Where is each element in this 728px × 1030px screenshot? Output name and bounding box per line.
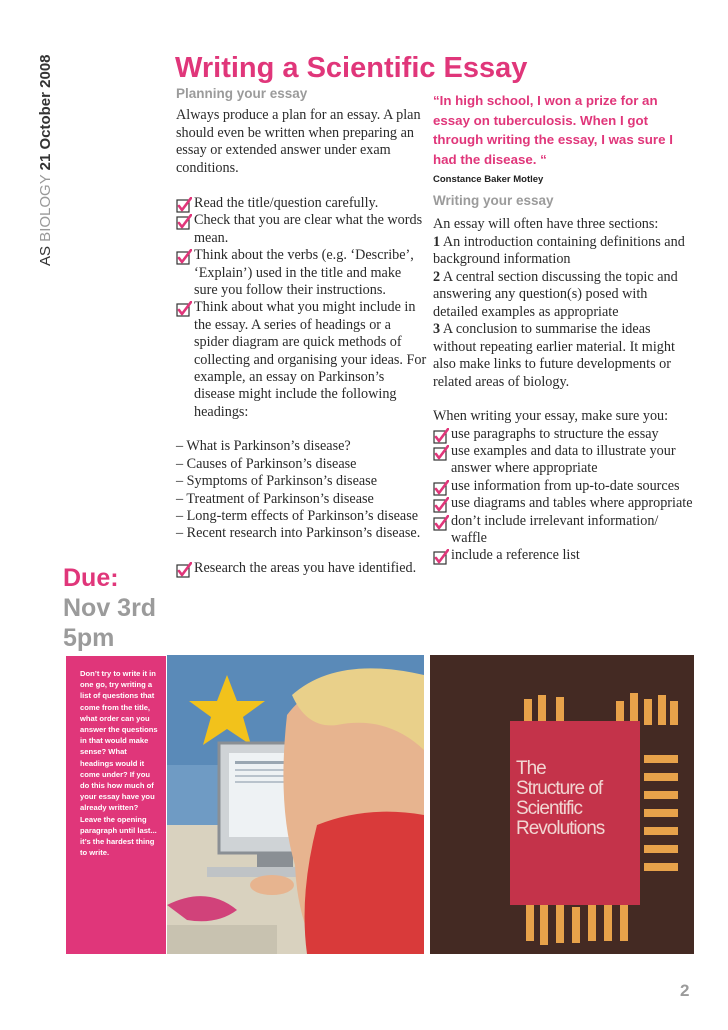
due-label: Due: — [63, 564, 119, 592]
example-heading: – Causes of Parkinson’s disease — [176, 455, 357, 472]
page-title: Writing a Scientific Essay — [175, 52, 528, 84]
section-number: 3 — [433, 321, 441, 337]
planning-steps — [176, 195, 428, 421]
writing-intro: An essay will often have three sections: — [433, 216, 659, 232]
photo-child-at-computer — [167, 655, 424, 954]
due-date: Nov 3rd — [63, 594, 157, 622]
checkbox-tick-icon — [433, 480, 449, 496]
book-title-line: Revolutions — [516, 818, 605, 839]
checkbox-tick-icon — [433, 445, 449, 461]
writing-tip — [433, 426, 695, 443]
planning-step — [176, 299, 428, 421]
section-number: 2 — [433, 268, 441, 285]
due-time: 5pm — [63, 624, 115, 652]
header-date: 21 October 2008 — [37, 54, 54, 171]
planning-step-text: Read the title/question carefully. — [194, 195, 379, 211]
example-heading: – Symptoms of Parkinson’s disease — [176, 473, 377, 490]
essay-section — [433, 234, 695, 269]
writing-heading: Writing your essay — [433, 193, 554, 208]
writing-tip-text: use diagrams and tables where appropriate — [451, 495, 693, 512]
writing-tip — [433, 443, 695, 478]
tip-box — [66, 656, 166, 954]
essay-section — [433, 269, 695, 322]
example-heading: – Treatment of Parkinson’s disease — [176, 490, 374, 507]
planning-step-text: Think about the verbs (e.g. ‘Describe’, ‘Explain’) used in the title and make sure you follow their instructions. — [194, 247, 414, 299]
example-heading: – Long-term effects of Parkinson’s disease — [176, 507, 419, 524]
writing-tip-text: include a reference list — [451, 547, 580, 564]
checkbox-tick-icon — [433, 428, 449, 444]
writing-tip — [433, 513, 695, 548]
writing-tip-text: use examples and data to illustrate your answer where appropriate — [451, 442, 676, 477]
book-title-line: Structure of — [516, 778, 603, 799]
essay-section — [433, 321, 695, 391]
writing-tips — [433, 426, 695, 565]
writing-tips-intro: When writing your essay, make sure you: — [433, 408, 669, 424]
example-heading: – Recent research into Parkinson’s disease. — [176, 525, 421, 542]
planning-step — [176, 195, 428, 212]
checkbox-tick-icon — [433, 515, 449, 531]
planning-step-text: Check that you are clear what the words mean. — [194, 212, 423, 246]
child-computer-illustration — [167, 655, 424, 954]
quote-author: Constance Baker Motley — [433, 174, 544, 185]
planning-step — [176, 212, 428, 247]
section-text: A central section discussing the topic and answering any question(s) posed with detailed examples as appropriate — [433, 268, 678, 320]
quote-text: “In high school, I won a prize for an essay on tuberculosis. When I got through writing the essay, I was sure I had the disease. “ — [433, 93, 673, 167]
section-number: 1 — [433, 233, 441, 250]
subject-prefix: AS — [37, 245, 54, 266]
vertical-header — [37, 54, 55, 266]
subject-name: BIOLOGY — [37, 174, 54, 242]
section-text: A conclusion to summarise the ideas without repeating earlier material. It might also make links to future developments or related areas of biology. — [433, 321, 675, 390]
planning-heading: Planning your essay — [176, 86, 308, 101]
checkbox-tick-icon — [176, 214, 192, 230]
checkbox-tick-icon — [176, 562, 192, 578]
book-title-line: Scientific — [516, 798, 583, 819]
writing-tip-text: don’t include irrelevant information/ waffle — [451, 512, 659, 546]
due-block — [63, 563, 156, 653]
writing-tip — [433, 478, 695, 495]
planning-intro: Always produce a plan for an essay. A plan should even be written when preparing an essay or extended answer under exam conditions. — [176, 107, 421, 176]
book-title — [516, 759, 642, 839]
planning-step — [176, 247, 428, 299]
checkbox-tick-icon — [176, 301, 192, 317]
section-text: An introduction containing definitions and background information — [433, 233, 685, 267]
checkbox-tick-icon — [176, 197, 192, 213]
planning-step-text: Think about what you might include in the essay. A series of headings or a spider diagram are quick methods of collecting and organising your ideas. For example, an essay on Parkinson’s disease might include the following headings: — [194, 299, 427, 420]
tip-text: Don’t try to write it in one go, try writing a list of questions that come from the title, what order can you answer the questions in that would make sense? What headings would it come under? If you do this how much of your essay have you already written? Leave the opening paragraph until last... it’s the hardest thing to write. — [80, 669, 158, 858]
planning-final-step-text: Research the areas you have identified. — [194, 559, 417, 576]
writing-tip — [433, 547, 695, 564]
writing-tip-text: use paragraphs to structure the essay — [451, 425, 659, 442]
writing-tip — [433, 495, 695, 512]
photo-book-cover — [430, 655, 694, 954]
checkbox-tick-icon — [433, 497, 449, 513]
checkbox-tick-icon — [176, 249, 192, 265]
planning-column — [176, 86, 428, 577]
page-number: 2 — [680, 981, 690, 1000]
checkbox-tick-icon — [433, 549, 449, 565]
book-title-line: The — [516, 758, 546, 779]
writing-tip-text: use information from up-to-date sources — [451, 477, 680, 494]
example-headings-list — [176, 438, 428, 542]
writing-column — [433, 91, 695, 565]
planning-final-step — [176, 560, 428, 577]
example-heading: – What is Parkinson’s disease? — [176, 438, 351, 455]
